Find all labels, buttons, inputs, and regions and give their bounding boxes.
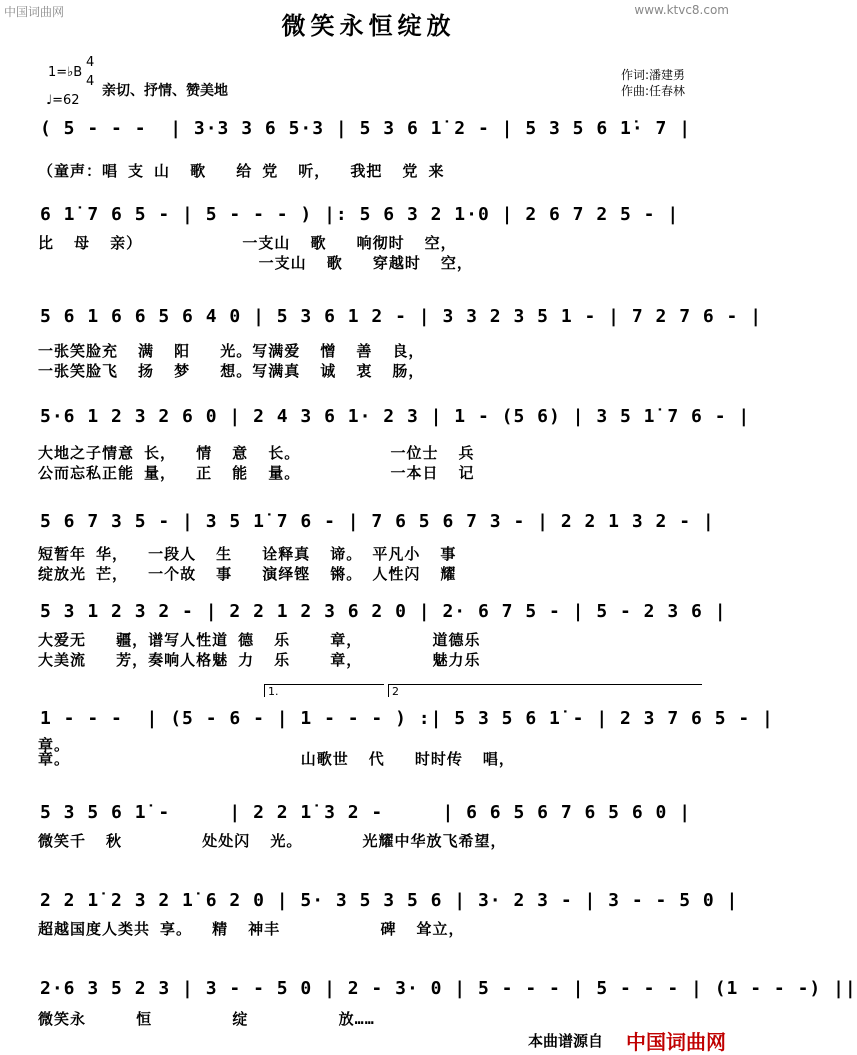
lyric-verse-1: 比 母 亲） 一支山 歌 响彻时 空，: [38, 234, 457, 252]
watermark-left: 中国词曲网: [4, 5, 65, 19]
lyric-verse-1: 超越国度人类共 享。 精 神丰 碑 耸立，: [38, 920, 465, 938]
notation-line: 5 3 1 2 3 2 - | 2 2 1 2 3 6 2 0 | 2· 6 7 5 - | 5 - 2 3 6 |: [40, 601, 727, 622]
footer-source-text: 本曲谱源自: [528, 1032, 604, 1050]
second-ending-bracket: 2: [388, 684, 702, 697]
time-signature-top: 4: [86, 55, 95, 70]
expression-marking: 亲切、抒情、赞美地: [102, 83, 228, 99]
notation-line: 5 6 7 3 5 - | 3 5 1̇ 7 6 - | 7 6 5 6 7 3 - | 2 2 1 3 2 - |: [40, 511, 715, 532]
lyric-verse-1: 大爱无 疆，谱写人性道 德 乐 章， 道德乐: [38, 631, 481, 649]
lyric-verse-1: 微笑千 秋 处处闪 光。 光耀中华放飞希望，: [38, 832, 507, 850]
tempo-marking: ♩=62: [46, 93, 80, 108]
lyricist-credit: 作词:潘建勇: [621, 68, 686, 82]
notation-line: 5·6 1 2 3 2 6 0 | 2 4 3 6 1· 2 3 | 1 - (5 6) | 3 5 1̇ 7 6 - |: [40, 406, 751, 427]
song-title: 微笑永恒绽放: [281, 12, 456, 40]
lyric-verse-2: 公而忘私正能 量， 正 能 量。 一本日 记: [38, 464, 475, 482]
composer-credit: 作曲:任春林: [621, 84, 686, 98]
first-ending-bracket: 1.: [264, 684, 384, 697]
lyric-verse-1: 微笑永 恒 绽 放……: [38, 1010, 375, 1028]
lyric-verse-2: 绽放光 芒， 一个故 事 演绎铿 锵。 人性闪 耀: [38, 565, 457, 583]
watermark-right: www.ktvc8.com: [634, 3, 729, 17]
footer-logo: 中国词曲网: [626, 1030, 726, 1054]
notation-line: 5 3 5 6 1̇ - | 2 2 1̇ 3 2 - | 6 6 5 6 7 6 5 6 0 |: [40, 802, 692, 823]
notation-line: 2·6 3 5 2 3 | 3 - - 5 0 | 2 - 3· 0 | 5 - - - | 5 - - - | (1 - - -) ||: [40, 978, 857, 999]
lyric-verse-1: 大地之子情意 长， 情 意 长。 一位士 兵: [38, 444, 475, 462]
notation-line: 5 6 1 6 6 5 6 4 0 | 5 3 6 1 2 - | 3 3 2 3 5 1 - | 7 2 7 6 - |: [40, 306, 763, 327]
lyric-verse-2: 一张笑脸飞 扬 梦 想。写满真 诚 衷 肠，: [38, 362, 425, 380]
lyric-verse-1: 章。: [38, 736, 71, 754]
lyric-verse-1: （童声：唱 支 山 歌 给 党 听， 我把 党 来: [38, 162, 445, 180]
lyric-verse-2: 大美流 芳，奏响人格魅 力 乐 章， 魅力乐: [38, 651, 481, 669]
notation-line: 1 - - - | (5 - 6 - | 1 - - - ) :| 5 3 5 6 1̇ - | 2 3 7 6 5 - |: [40, 708, 774, 729]
key-signature: 1=♭B: [48, 65, 83, 80]
notation-line: 2 2 1̇ 2 3 2 1̇ 6 2 0 | 5· 3 5 3 5 6 | 3· 2 3 - | 3 - - 5 0 |: [40, 890, 739, 911]
lyric-verse-1: 短暂年 华， 一段人 生 诠释真 谛。 平凡小 事: [38, 545, 457, 563]
lyric-verse-1: 一张笑脸充 满 阳 光。写满爱 憎 善 良，: [38, 342, 425, 360]
notation-line: ( 5 - - - | 3·3 3 6 5·3 | 5 3 6 1̇ 2 - | 5 3 5 6 1̇· 7 |: [40, 118, 692, 139]
notation-line: 6 1̇ 7 6 5 - | 5 - - - ) |: 5 6 3 2 1·0 | 2 6 7 2 5 - |: [40, 204, 680, 225]
lyric-verse-2: 章。 山歌世 代 时时传 唱，: [38, 750, 515, 768]
lyric-verse-2: 一支山 歌 穿越时 空，: [38, 254, 473, 272]
time-signature-bottom: 4: [86, 74, 95, 89]
